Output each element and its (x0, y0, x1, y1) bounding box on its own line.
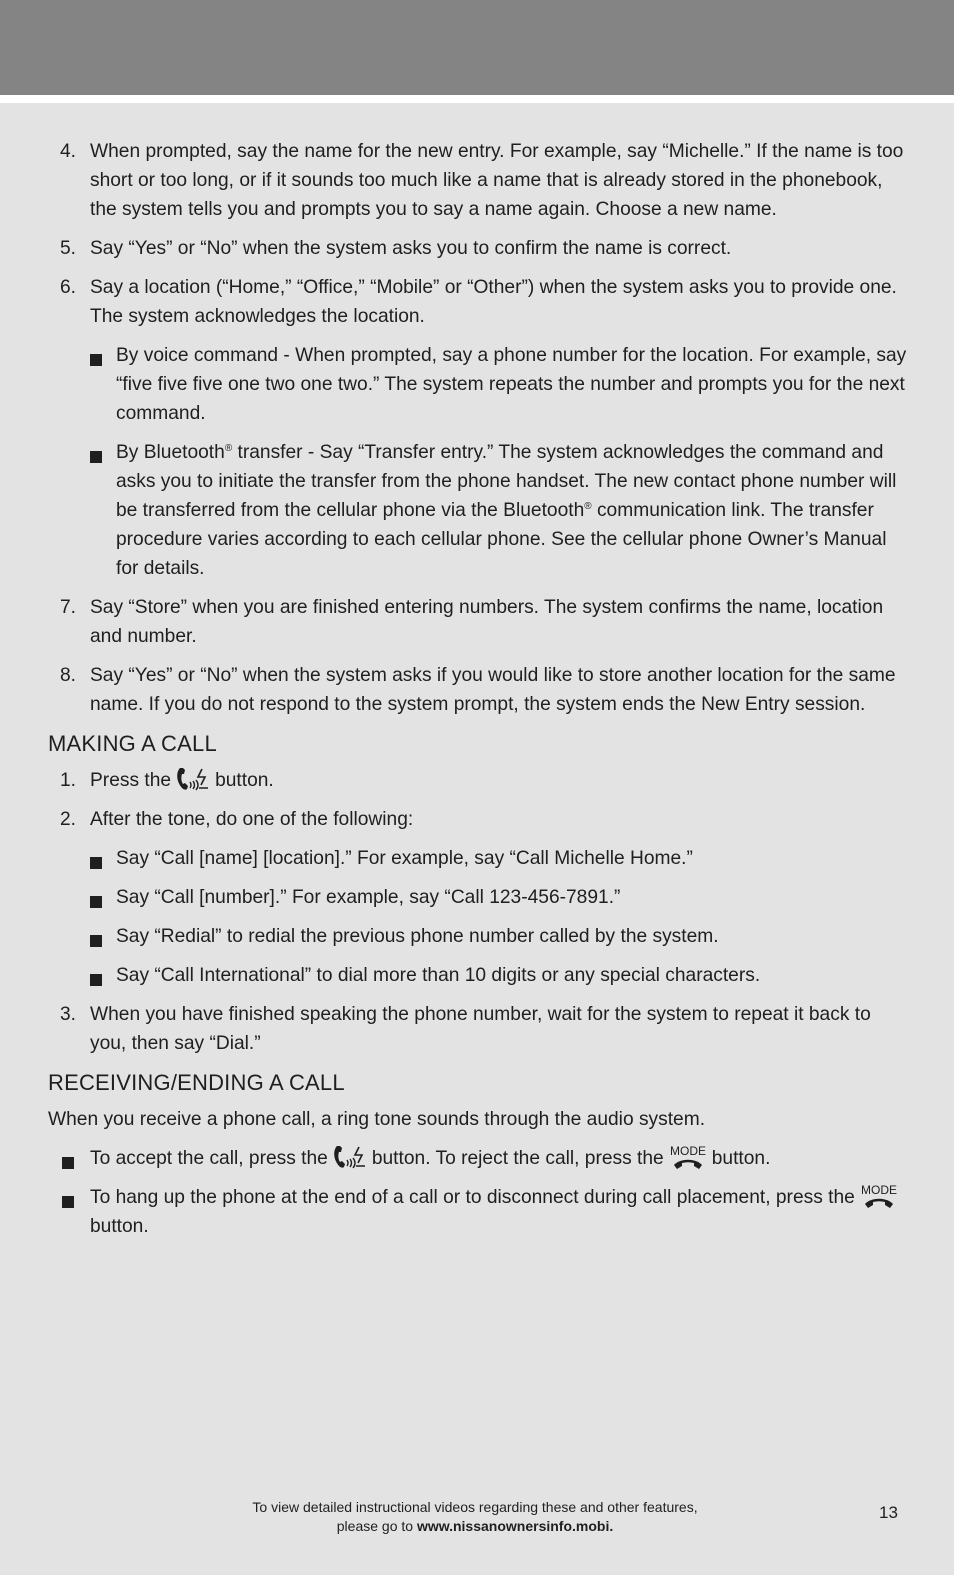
bullet-square-icon (90, 974, 102, 986)
step-5: 5. Say “Yes” or “No” when the system asks you to confirm the name is correct. (60, 238, 732, 259)
step-7: 7. Say “Store” when you are finished entering numbers. The system confirms the name, location and number. (60, 597, 884, 647)
bullet-square-icon (62, 1196, 74, 1208)
bullet-square-icon (90, 451, 102, 463)
heading-making-a-call: MAKING A CALL (48, 731, 217, 756)
sub-bullet-bluetooth: By Bluetooth® transfer - Say “Transfer entry.” The system acknowledges the command and asks you to initiate the transfer from the phone handset. The new contact phone number will be transferred from the cellular phone via the Bluetooth® communication link. The transfer procedure varies according to each cellular phone. See the cellular phone Owner’s Manual for details. (48, 438, 910, 583)
header-divider (0, 95, 954, 103)
call-option-name: Say “Call [name] [location].” For example, say “Call Michelle Home.” (48, 844, 910, 873)
phone-talk-icon (174, 766, 212, 792)
call-option-number: Say “Call [number].” For example, say “Call 123-456-7891.” (48, 883, 910, 912)
call-step-3: 3. When you have finished speaking the phone number, wait for the system to repeat it back to you, then say “Dial.” (60, 1004, 871, 1054)
mode-hangup-icon (667, 1144, 709, 1170)
page-content (48, 137, 910, 1251)
step-4: 4. When prompted, say the name for the new entry. For example, say “Michelle.” If the name is too short or too long, or if it sounds too much like a name that is already stored in the phonebook, the system tells you and prompts you to say a name again. Choose a new name. (60, 141, 904, 220)
call-step-1: 1. Press the button. (48, 766, 910, 795)
phone-talk-icon (331, 1144, 369, 1170)
footer-line-2: please go to www.nissanownersinfo.mobi. (336, 1518, 614, 1534)
call-option-international: Say “Call International” to dial more than 10 digits or any special characters. (48, 961, 910, 990)
heading-receiving-ending-call: RECEIVING/ENDING A CALL (48, 1070, 345, 1095)
receiving-bullet-hangup: To hang up the phone at the end of a call or to disconnect during call placement, press the MODE button. (48, 1183, 910, 1241)
step-6: 6. Say a location (“Home,” “Office,” “Mobile” or “Other”) when the system asks you to provide one. The system acknowledges the location. (60, 277, 897, 327)
bullet-square-icon (62, 1157, 74, 1169)
bullet-square-icon (90, 354, 102, 366)
header-bar (0, 0, 954, 95)
svg-text:MODE: MODE (669, 1144, 706, 1158)
svg-text:MODE: MODE (860, 1183, 897, 1197)
call-step-2: 2. After the tone, do one of the following: (60, 809, 414, 830)
receiving-bullet-accept: To accept the call, press the button. To reject the call, press the MODE button. (48, 1144, 910, 1173)
footer-note (200, 1498, 750, 1536)
bullet-square-icon (90, 857, 102, 869)
call-option-redial: Say “Redial” to redial the previous phone number called by the system. (48, 922, 910, 951)
receiving-intro: When you receive a phone call, a ring tone sounds through the audio system. (48, 1109, 706, 1130)
footer-url-link[interactable]: www.nissanownersinfo.mobi. (416, 1518, 614, 1534)
page-number: 13 (879, 1503, 898, 1522)
step-8: 8. Say “Yes” or “No” when the system asks if you would like to store another location for the same name. If you do not respond to the system prompt, the system ends the New Entry session. (60, 665, 896, 715)
bullet-square-icon (90, 935, 102, 947)
sub-bullet-voice: By voice command - When prompted, say a phone number for the location. For example, say “five five five one two one two.” The system repeats the number and prompts you for the next command. (48, 341, 910, 428)
bullet-square-icon (90, 896, 102, 908)
mode-hangup-icon (858, 1183, 900, 1209)
footer-line-1: To view detailed instructional videos regarding these and other features, (252, 1499, 698, 1515)
